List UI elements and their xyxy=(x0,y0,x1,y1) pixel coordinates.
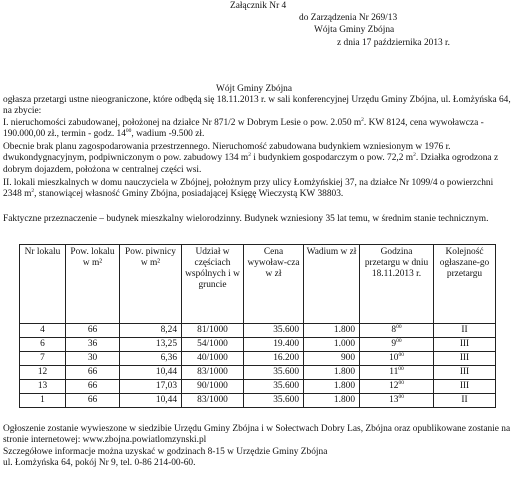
cell-share: 54/1000 xyxy=(182,338,244,352)
property-two-text xyxy=(3,178,513,201)
cell-deposit: 900 xyxy=(304,352,360,366)
building-purpose xyxy=(3,214,513,225)
header-auction-time: Godzina przetargu w dniu 18.11.2013 r. xyxy=(360,245,434,324)
cell-unit-area: 66 xyxy=(66,324,120,338)
cell-share: 83/1000 xyxy=(182,366,244,380)
header-price: Cena wywoław-cza w zł xyxy=(244,245,304,324)
table-row xyxy=(20,394,496,408)
cell-basement-area: 8,24 xyxy=(120,324,182,338)
issuer: Wójta Gminy Zbójna xyxy=(314,25,395,35)
cell-unit-area: 66 xyxy=(66,394,120,408)
cell-unit-number: 13 xyxy=(20,380,66,394)
cell-basement-area: 10,44 xyxy=(120,394,182,408)
cell-basement-area: 6,36 xyxy=(120,352,182,366)
cell-deposit: 1.800 xyxy=(304,394,360,408)
announcement-intro xyxy=(3,95,513,118)
cell-unit-area: 66 xyxy=(66,366,120,380)
cell-unit-area: 36 xyxy=(66,338,120,352)
cell-basement-area: 17,03 xyxy=(120,380,182,394)
property-two-part-b: , stanowiącej własność Gminy Zbójna, posiadającej Księgę Wieczystą KW 38803. xyxy=(34,189,344,200)
cell-deposit: 1.800 xyxy=(304,380,360,394)
cell-price: 16.200 xyxy=(244,352,304,366)
cell-share: 40/1000 xyxy=(182,352,244,366)
cell-order: III xyxy=(434,352,496,366)
cell-auction-time xyxy=(360,366,434,380)
cell-unit-number: 6 xyxy=(20,338,66,352)
header-deposit: Wadium w zł xyxy=(304,245,360,324)
cell-order: II xyxy=(434,394,496,408)
cell-auction-time xyxy=(360,324,434,338)
cell-auction-time xyxy=(360,338,434,352)
header-share: Udział w częściach wspólnych i w gruncie xyxy=(182,245,244,324)
attachment-number: Załącznik Nr 4 xyxy=(230,1,287,11)
property-one-part-b: . KW 8124, cena wywoławcza - 190.000,00 zł., termin - godz. 14 xyxy=(3,118,484,140)
cell-share: 81/1000 xyxy=(182,324,244,338)
minutes: 00 xyxy=(398,365,404,372)
ordinance-number: do Zarządzenia Nr 269/13 xyxy=(299,13,398,23)
cell-order: III xyxy=(434,380,496,394)
cell-price: 19.400 xyxy=(244,338,304,352)
table-row xyxy=(20,380,496,394)
header-unit-number: Nr lokalu xyxy=(20,245,66,324)
property-one xyxy=(3,118,513,141)
header-basement-area: Pow. piwnicy w m² xyxy=(120,245,182,324)
cell-order: III xyxy=(434,366,496,380)
building-purpose-text: Faktyczne przeznaczenie – budynek mieszkalny wielorodzinny. Budynek wzniesiony 35 lat temu, w średnim stanie technicznym. xyxy=(3,214,489,224)
cell-basement-area: 13,25 xyxy=(120,338,182,352)
cell-auction-time xyxy=(360,380,434,394)
minutes: 00 xyxy=(398,379,404,386)
hour: 10 xyxy=(389,353,399,363)
property-two-part-a: II. lokali mieszkalnych w domu nauczyciela w Zbójnej, położnym przy ulicy Łomżyńskiej 37, na działce Nr 1099/4 o powierzchni 2348 m xyxy=(3,178,494,200)
cell-deposit: 1.000 xyxy=(304,338,360,352)
cell-unit-number: 4 xyxy=(20,324,66,338)
cell-unit-area: 30 xyxy=(66,352,120,366)
property-one-description-text xyxy=(3,142,513,176)
cell-auction-time xyxy=(360,394,434,408)
hour: 13 xyxy=(389,395,399,405)
cell-deposit: 1.800 xyxy=(304,324,360,338)
cell-price: 35.600 xyxy=(244,380,304,394)
sup-square: 2 xyxy=(248,152,251,159)
cell-deposit: 1.800 xyxy=(304,366,360,380)
sup-minutes: 00 xyxy=(125,128,132,135)
cell-unit-area: 66 xyxy=(66,380,120,394)
cell-price: 35.600 xyxy=(244,324,304,338)
header-order: Kolejność ogłaszane-go przetargu xyxy=(434,245,496,324)
minutes: 00 xyxy=(396,337,402,344)
cell-order: III xyxy=(434,338,496,352)
cell-basement-area: 10,44 xyxy=(120,366,182,380)
apartments-table xyxy=(19,244,496,408)
footer-publication: Ogłoszenie zostanie wywieszone w siedzibie Urzędu Gminy Zbójna i w Sołectwach Dobry Las, Zbójna oraz opublikowane zostanie na stronie internetowej: www.zbojna.powiatlomzynski.pl xyxy=(3,424,511,446)
property-one-part-a: I. nieruchomości zabudowanej, położonej na działce Nr 871/2 w Dobrym Lesie o pow. 2.050 m xyxy=(3,118,362,128)
footer-info: Szczegółowe informacje można uzyskać w godzinach 8-15 w Urzędzie Gminy Zbójna xyxy=(3,446,328,457)
sup-square: 2 xyxy=(413,152,416,159)
cell-unit-number: 7 xyxy=(20,352,66,366)
description-part-c: . Działka ogrodzona z dobrym dojazdem, położona w centralnej części wsi. xyxy=(3,153,499,175)
sup-square: 2 xyxy=(31,188,35,195)
hour: 9 xyxy=(391,339,397,349)
table-row xyxy=(20,366,496,380)
announcement-title: Wójt Gminy Zbójna xyxy=(216,84,293,94)
table-row xyxy=(20,352,496,366)
cell-unit-number: 12 xyxy=(20,366,66,380)
hour: 8 xyxy=(391,325,397,335)
minutes: 00 xyxy=(396,323,402,330)
description-part-a: Obecnie brak planu zagospodarowania przestrzennego. Nieruchomość zabudowana budynkiem wzniesionym w 1976 r. dwukondygnacyjnym, podpiwniczonym o pow. zabudowy 134 m xyxy=(3,142,451,164)
cell-price: 35.600 xyxy=(244,394,304,408)
cell-auction-time xyxy=(360,352,434,366)
property-one-description xyxy=(3,142,513,176)
footer-contact: ul. Łomżyńska 64, pokój Nr 9, tel. 0-86 214-00-60. xyxy=(3,457,196,468)
cell-unit-number: 1 xyxy=(20,394,66,408)
issue-date: z dnia 17 października 2013 r. xyxy=(337,38,450,48)
intro-text: ogłasza przetargi ustne nieograniczone, które odbędą się 18.11.2013 r. w sali konferencyjnej Urzędu Gminy Zbójna, ul. Łomżyńska 64, na zbycie: xyxy=(3,95,511,117)
cell-order: II xyxy=(434,324,496,338)
cell-share: 83/1000 xyxy=(182,394,244,408)
minutes: 00 xyxy=(398,393,404,400)
property-one-text xyxy=(3,118,513,141)
description-part-b: i budynkiem gospodarczym o pow. 72,2 m xyxy=(250,153,414,164)
hour: 11 xyxy=(389,367,399,377)
table-row xyxy=(20,324,496,338)
sup-square: 2 xyxy=(361,116,364,123)
property-two xyxy=(3,178,513,201)
table-row xyxy=(20,338,496,352)
minutes: 00 xyxy=(398,351,404,358)
property-one-part-c: , wadium -9.500 zł. xyxy=(131,129,205,140)
cell-price: 35.600 xyxy=(244,366,304,380)
footer xyxy=(3,424,513,469)
hour: 12 xyxy=(389,381,399,391)
table-header-row xyxy=(20,245,496,324)
header-unit-area: Pow. lokalu w m² xyxy=(66,245,120,324)
cell-share: 90/1000 xyxy=(182,380,244,394)
